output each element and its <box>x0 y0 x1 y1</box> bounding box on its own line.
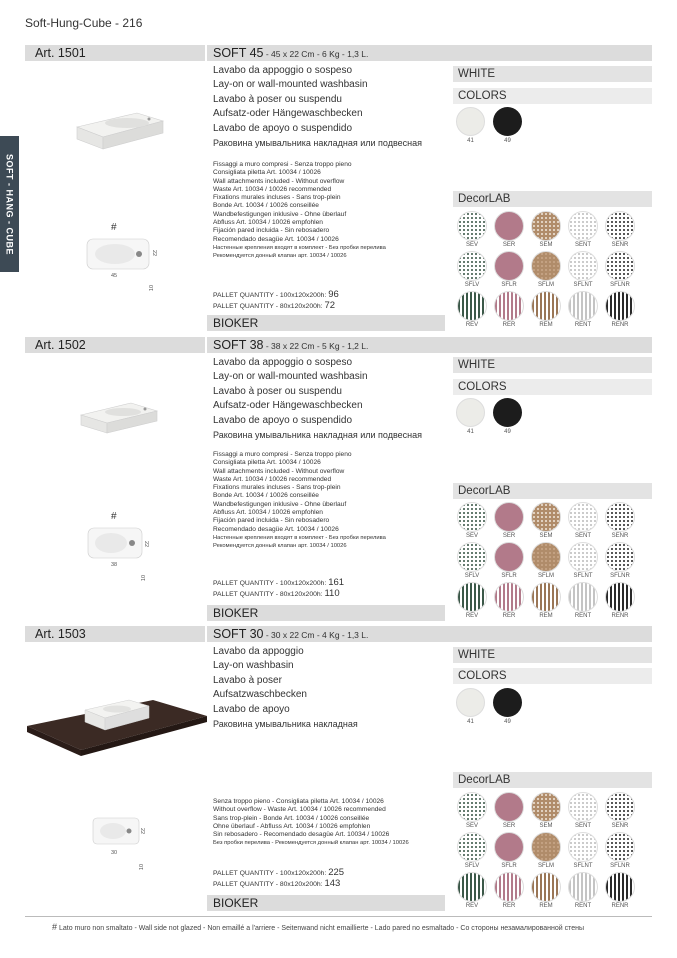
decorlab-grid <box>456 792 652 912</box>
pallet-info <box>213 578 344 600</box>
decor-row <box>456 251 652 288</box>
color-swatches <box>456 688 530 725</box>
decor-swatch[interactable] <box>567 582 599 619</box>
decor-swatch[interactable] <box>604 211 636 248</box>
decor-swatch[interactable] <box>530 502 562 539</box>
decor-code: SFLR <box>501 863 517 869</box>
washbasin-photo <box>77 399 161 435</box>
fixing-line: Without overflow - Waste Art. 10034 / 10026 recommended <box>213 806 386 814</box>
pallet-value: 110 <box>324 588 340 599</box>
decor-code: SER <box>502 242 516 248</box>
technical-drawing <box>85 525 145 563</box>
decor-code: SFLM <box>537 863 554 869</box>
washbasin-photo <box>73 105 165 153</box>
fixing-line: Waste Art. 10034 / 10026 recommended <box>213 185 332 193</box>
pallet-value: 225 <box>328 867 345 878</box>
name-line: Lavabo à poser <box>213 674 282 686</box>
name-line: Lay-on or wall-mounted washbasin <box>213 79 368 91</box>
material-label: BIOKER <box>207 605 445 621</box>
decor-row <box>456 291 652 328</box>
decor-row <box>456 792 652 829</box>
fixing-notes <box>213 161 386 261</box>
name-line: Lavabo de apoyo o suspendido <box>213 414 353 426</box>
depth-dimension: 22 <box>139 827 146 835</box>
decor-swatch[interactable] <box>530 251 562 288</box>
fixing-line: Ohne überlauf - Abfluss Art. 10034 / 10026 empfohlen <box>213 822 371 830</box>
colors-header: COLORS <box>453 379 652 395</box>
decor-swatch[interactable] <box>456 542 488 579</box>
color-swatch[interactable] <box>493 398 522 435</box>
decor-code: SEV <box>465 242 478 248</box>
product-names <box>213 356 422 442</box>
pallet-label: PALLET QUANTITY - 100x120x200h: <box>213 870 329 877</box>
height-dimension: 10 <box>139 863 146 871</box>
decorlab-header: DecorLAB <box>453 772 652 788</box>
fixing-line: Bonde Art. 10034 / 10026 conseillée <box>213 492 319 500</box>
name-line: Раковина умывальника накладная или подвесная <box>213 138 423 149</box>
decor-swatch[interactable] <box>567 251 599 288</box>
fixing-notes <box>213 451 386 551</box>
product-names <box>213 645 358 731</box>
decor-code: RENT <box>574 322 592 328</box>
fixing-line: Wall attachments included - Without overflow <box>213 467 345 475</box>
model-name: SOFT 30 <box>213 627 264 641</box>
decor-swatch[interactable] <box>604 542 636 579</box>
decor-swatch[interactable] <box>456 832 488 869</box>
fixing-line: Abfluss Art. 10034 / 10026 empfohlen <box>213 219 323 227</box>
decor-swatch[interactable] <box>493 211 525 248</box>
decor-swatch[interactable] <box>530 582 562 619</box>
decorlab-header: DecorLAB <box>453 483 652 499</box>
decor-swatch[interactable] <box>456 872 488 909</box>
footer-hash: # <box>52 922 58 932</box>
model-header <box>207 45 652 61</box>
decorlab-grid <box>456 502 652 622</box>
name-line: Aufsatz-oder Hängewaschbecken <box>213 108 363 120</box>
color-code: 41 <box>467 429 474 435</box>
color-swatches <box>456 398 530 435</box>
width-dimension: 30 <box>111 850 118 856</box>
pallet-label: PALLET QUANTITY - 100x120x200h: <box>213 580 329 587</box>
height-dimension: 10 <box>141 574 148 582</box>
decor-code: SENT <box>574 242 591 248</box>
article-number: Art. 1503 <box>25 626 205 642</box>
page-title: Soft-Hung-Cube - 216 <box>25 16 143 30</box>
product-block <box>25 626 652 914</box>
decor-swatch[interactable] <box>456 291 488 328</box>
article-number: Art. 1502 <box>25 337 205 353</box>
side-tab <box>0 136 19 272</box>
model-header <box>207 626 652 642</box>
fixing-line: Без пробки перелива - Рекомендуется донный клапан арт. 10034 / 10026 <box>213 840 409 847</box>
decor-swatch[interactable] <box>604 291 636 328</box>
name-line: Lavabo de apoyo o suspendido <box>213 122 353 134</box>
fixing-line: Senza troppo pieno - Consigliata piletta Art. 10034 / 10026 <box>213 798 384 805</box>
decor-code: SFLM <box>537 282 554 288</box>
decor-swatch[interactable] <box>567 872 599 909</box>
decor-row <box>456 872 652 909</box>
pallet-label: PALLET QUANTITY - 80x120x200h: <box>213 881 325 888</box>
fixing-line: Настенные крепления входят в комплект - Без пробки перелива <box>213 244 386 251</box>
decor-swatch[interactable] <box>604 251 636 288</box>
side-tab-label: SOFT - HANG - CUBE <box>4 153 15 255</box>
decor-swatch[interactable] <box>604 832 636 869</box>
pallet-line <box>213 290 339 301</box>
decor-code: REV <box>465 322 479 328</box>
name-line: Lavabo à poser ou suspendu <box>213 385 342 397</box>
washbasin-on-countertop-photo <box>25 690 209 758</box>
decor-code: SFLV <box>464 863 480 869</box>
color-swatches <box>456 107 530 144</box>
color-code: 49 <box>504 429 511 435</box>
fixing-line: Fissaggi a muro compresi - Senza troppo pieno <box>213 161 352 168</box>
decor-code: SENT <box>574 533 591 539</box>
decor-code: SEV <box>465 533 478 539</box>
pallet-value: 143 <box>324 878 341 889</box>
decor-code: SFLR <box>501 282 517 288</box>
decor-swatch[interactable] <box>604 502 636 539</box>
model-dims: - 45 x 22 Cm - 6 Kg - 1,3 L. <box>263 49 369 59</box>
white-finish-header: WHITE <box>453 357 652 373</box>
decor-swatch[interactable] <box>493 502 525 539</box>
decor-code: SEV <box>465 823 478 829</box>
decor-swatch[interactable] <box>530 542 562 579</box>
decor-swatch[interactable] <box>456 502 488 539</box>
decor-code: SFLV <box>464 573 480 579</box>
decorlab-header: DecorLAB <box>453 191 652 207</box>
color-swatch[interactable] <box>456 688 485 725</box>
fixing-line: Recomendado desagüe Art. 10034 / 10026 <box>213 235 339 243</box>
pallet-value: 161 <box>328 577 345 588</box>
pallet-line <box>213 301 339 312</box>
decor-code: RENT <box>574 613 592 619</box>
decor-code: SENT <box>574 823 591 829</box>
color-swatch[interactable] <box>456 398 485 435</box>
decor-swatch[interactable] <box>604 582 636 619</box>
name-line: Раковина умывальника накладная или подвесная <box>213 430 423 441</box>
model-dims: - 38 x 22 Cm - 5 Kg - 1,2 L. <box>263 341 369 351</box>
decor-code: SFLNT <box>573 863 593 869</box>
width-dimension: 45 <box>111 273 118 279</box>
pallet-info <box>213 868 344 890</box>
decor-swatch[interactable] <box>493 251 525 288</box>
model-name: SOFT 38 <box>213 338 264 352</box>
fixing-notes <box>213 798 409 848</box>
wall-side-mark: # <box>111 222 117 233</box>
colors-header: COLORS <box>453 88 652 104</box>
fixing-line: Wandbefestigungen inklusive - Ohne überlauf <box>213 210 347 218</box>
decor-code: RER <box>502 903 516 909</box>
fixing-line: Fixations murales incluses - Sans trop-plein <box>213 484 341 492</box>
decor-code: REV <box>465 903 479 909</box>
depth-dimension: 22 <box>151 249 158 257</box>
width-dimension: 38 <box>111 562 118 568</box>
name-line: Aufsatzwaschbecken <box>213 689 307 701</box>
decor-swatch[interactable] <box>567 291 599 328</box>
fixing-line: Fissaggi a muro compresi - Senza troppo pieno <box>213 451 352 458</box>
decor-code: SFLNR <box>610 863 630 869</box>
color-swatch[interactable] <box>493 107 522 144</box>
fixing-line: Wandbefestigungen inklusive - Ohne überlauf <box>213 500 347 508</box>
name-line: Lavabo de apoyo <box>213 703 290 715</box>
fixing-line: Fixations murales incluses - Sans trop-plein <box>213 194 341 202</box>
decor-code: RENR <box>611 322 629 328</box>
decor-code: RENR <box>611 903 629 909</box>
fixing-line: Recomendado desagüe Art. 10034 / 10026 <box>213 525 339 533</box>
decor-swatch[interactable] <box>493 582 525 619</box>
footer-note <box>52 922 584 932</box>
height-dimension: 10 <box>149 284 156 292</box>
decor-swatch[interactable] <box>493 792 525 829</box>
name-line: Lavabo à poser ou suspendu <box>213 93 342 105</box>
name-line: Раковина умывальника накладная <box>213 719 358 730</box>
decor-swatch[interactable] <box>530 211 562 248</box>
color-swatch[interactable] <box>493 688 522 725</box>
decor-swatch[interactable] <box>530 832 562 869</box>
decor-row <box>456 502 652 539</box>
name-line: Lay-on or wall-mounted washbasin <box>213 371 368 383</box>
decor-code: REV <box>465 613 479 619</box>
pallet-line <box>213 589 344 600</box>
decor-swatch[interactable] <box>493 291 525 328</box>
fixing-line: Рекомендуется донный клапан арт. 10034 / 10026 <box>213 543 347 550</box>
pallet-label: PALLET QUANTITY - 80x120x200h: <box>213 303 325 310</box>
decor-code: RENT <box>574 903 592 909</box>
decor-row <box>456 582 652 619</box>
material-label: BIOKER <box>207 315 445 331</box>
name-line: Lavabo da appoggio <box>213 646 304 657</box>
decor-swatch[interactable] <box>604 872 636 909</box>
decor-swatch[interactable] <box>567 211 599 248</box>
decor-code: RER <box>502 322 516 328</box>
color-code: 41 <box>467 719 474 725</box>
fixing-line: Consigliata piletta Art. 10034 / 10026 <box>213 459 321 467</box>
footer-divider <box>25 916 652 917</box>
fixing-line: Fijación pared incluida - Sin rebosadero <box>213 227 330 235</box>
decor-swatch[interactable] <box>567 792 599 829</box>
decor-swatch[interactable] <box>493 542 525 579</box>
product-block <box>25 45 652 333</box>
decor-code: SER <box>502 823 516 829</box>
technical-drawing <box>83 235 153 277</box>
color-code: 49 <box>504 138 511 144</box>
decor-code: SFLR <box>501 573 517 579</box>
decor-code: SEM <box>539 242 553 248</box>
decor-swatch[interactable] <box>567 832 599 869</box>
fixing-line: Sans trop-plein - Bonde Art. 10034 / 10026 conseillée <box>213 814 370 822</box>
decor-code: SFLM <box>537 573 554 579</box>
depth-dimension: 22 <box>143 540 150 548</box>
color-code: 49 <box>504 719 511 725</box>
pallet-label: PALLET QUANTITY - 100x120x200h: <box>213 292 329 299</box>
decor-code: REM <box>539 903 553 909</box>
decorlab-grid <box>456 211 652 331</box>
fixing-line: Consigliata piletta Art. 10034 / 10026 <box>213 169 321 177</box>
pallet-label: PALLET QUANTITY - 80x120x200h: <box>213 591 325 598</box>
fixing-line: Fijación pared incluida - Sin rebosadero <box>213 517 330 525</box>
decor-swatch[interactable] <box>530 792 562 829</box>
decor-swatch[interactable] <box>493 872 525 909</box>
decor-swatch[interactable] <box>456 582 488 619</box>
decor-code: SENR <box>611 533 629 539</box>
decor-code: SFLNR <box>610 282 630 288</box>
decor-code: REM <box>539 613 553 619</box>
colors-header: COLORS <box>453 668 652 684</box>
decor-swatch[interactable] <box>567 502 599 539</box>
decor-row <box>456 832 652 869</box>
decor-row <box>456 211 652 248</box>
decor-code: RENR <box>611 613 629 619</box>
fixing-line: Wall attachments included - Without overflow <box>213 177 345 185</box>
fixing-line: Waste Art. 10034 / 10026 recommended <box>213 475 332 483</box>
material-label: BIOKER <box>207 895 445 911</box>
model-name: SOFT 45 <box>213 46 264 60</box>
product-block <box>25 337 652 622</box>
decor-code: SENR <box>611 242 629 248</box>
name-line: Lay-on washbasin <box>213 660 294 672</box>
color-swatch[interactable] <box>456 107 485 144</box>
decor-code: SER <box>502 533 516 539</box>
decor-code: SFLV <box>464 282 480 288</box>
decor-code: SFLNR <box>610 573 630 579</box>
decor-swatch[interactable] <box>456 792 488 829</box>
decor-swatch[interactable] <box>530 872 562 909</box>
wall-side-mark: # <box>111 511 117 522</box>
decor-swatch[interactable] <box>604 792 636 829</box>
decor-swatch[interactable] <box>530 291 562 328</box>
pallet-line <box>213 879 344 890</box>
technical-drawing <box>91 816 141 848</box>
footer-text: Lato muro non smaltato - Wall side not glazed - Non emaillé a l'arriere - Seitenwand nicht emaillierte - Lado pared no esmaltado - Со стороны незамалированной стены <box>57 925 585 932</box>
pallet-info <box>213 290 339 312</box>
decor-swatch[interactable] <box>567 542 599 579</box>
fixing-line: Bonde Art. 10034 / 10026 conseillée <box>213 202 319 210</box>
decor-code: SEM <box>539 533 553 539</box>
decor-swatch[interactable] <box>456 211 488 248</box>
name-line: Lavabo da appoggio o sospeso <box>213 65 353 76</box>
decor-swatch[interactable] <box>456 251 488 288</box>
product-names <box>213 64 422 150</box>
white-finish-header: WHITE <box>453 647 652 663</box>
article-number: Art. 1501 <box>25 45 205 61</box>
decor-row <box>456 542 652 579</box>
name-line: Aufsatz-oder Hängewaschbecken <box>213 400 363 412</box>
name-line: Lavabo da appoggio o sospeso <box>213 357 353 368</box>
decor-code: RER <box>502 613 516 619</box>
model-header <box>207 337 652 353</box>
pallet-value: 96 <box>328 289 339 300</box>
decor-code: REM <box>539 322 553 328</box>
model-dims: - 30 x 22 Cm - 4 Kg - 1,3 L. <box>263 630 369 640</box>
color-code: 41 <box>467 138 474 144</box>
decor-code: SEM <box>539 823 553 829</box>
pallet-value: 72 <box>324 300 336 311</box>
decor-code: SFLNT <box>573 573 593 579</box>
white-finish-header: WHITE <box>453 66 652 82</box>
fixing-line: Настенные крепления входят в комплект - Без пробки перелива <box>213 534 386 541</box>
fixing-line: Sin rebosadero - Recomendado desagüe Art. 10034 / 10026 <box>213 831 390 839</box>
decor-code: SFLNT <box>573 282 593 288</box>
decor-swatch[interactable] <box>493 832 525 869</box>
fixing-line: Abfluss Art. 10034 / 10026 empfohlen <box>213 509 323 517</box>
decor-code: SENR <box>611 823 629 829</box>
fixing-line: Рекомендуется донный клапан арт. 10034 / 10026 <box>213 253 347 260</box>
